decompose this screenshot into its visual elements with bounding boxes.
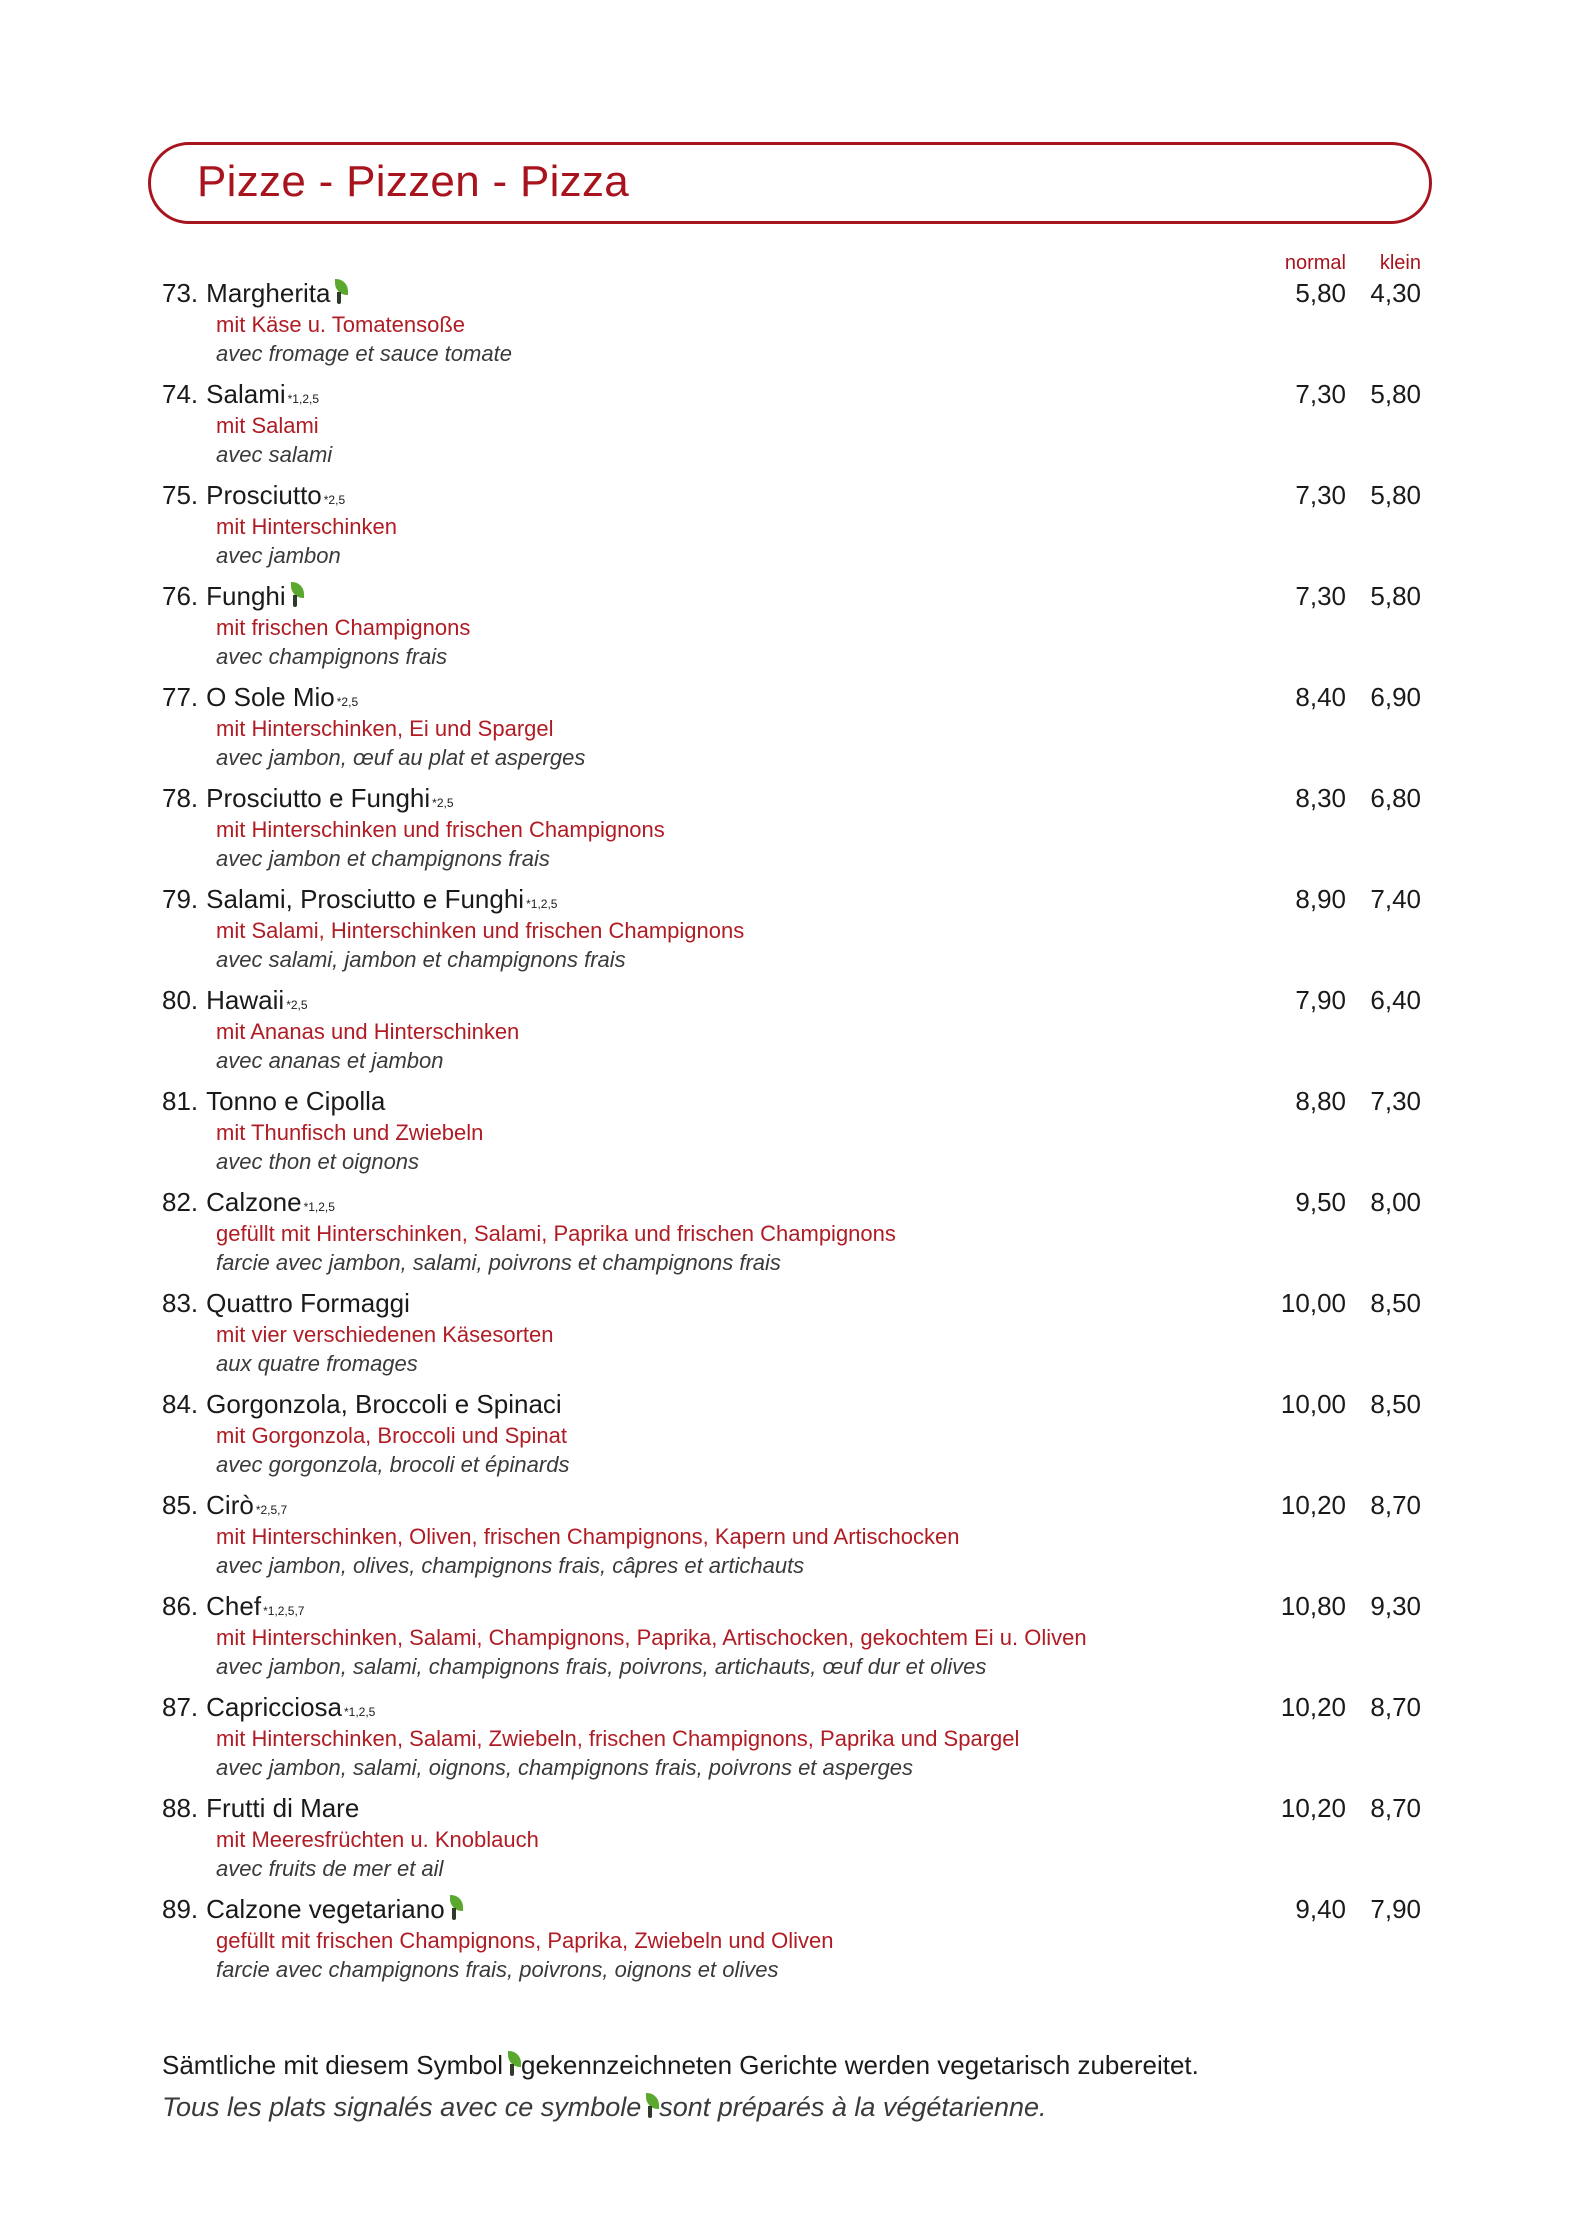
item-name: Prosciutto e Funghi — [206, 783, 431, 813]
item-allergens: *2,5,7 — [255, 1503, 288, 1517]
item-price-normal: 8,30 — [1295, 783, 1346, 813]
item-name: Salami, Prosciutto e Funghi — [206, 884, 525, 914]
item-price-small: 5,80 — [1370, 480, 1421, 510]
footer-de-after: gekennzeichneten Gerichte werden vegetarisch zubereitet. — [521, 2050, 1199, 2080]
menu-item — [0, 579, 1571, 680]
item-price-normal: 7,90 — [1295, 985, 1346, 1015]
item-description-fr: avec ananas et jambon — [216, 1048, 444, 1073]
item-price-small: 7,90 — [1370, 1894, 1421, 1924]
item-price-normal: 7,30 — [1295, 581, 1346, 611]
item-description-de: mit Salami, Hinterschinken und frischen Champignons — [216, 918, 745, 943]
item-number: 76. — [162, 581, 199, 611]
item-name: Funghi — [206, 581, 286, 611]
item-allergens: *2,5 — [432, 796, 454, 810]
item-price-small: 5,80 — [1370, 379, 1421, 409]
menu-item — [0, 1791, 1571, 1892]
item-description-fr: avec jambon, salami, oignons, champignons frais, poivrons et asperges — [216, 1755, 914, 1780]
menu-item — [0, 1488, 1571, 1589]
item-number: 84. — [162, 1389, 199, 1419]
menu-item — [0, 983, 1571, 1084]
menu-list — [0, 276, 1571, 1993]
item-description-fr: avec salami — [216, 442, 333, 467]
item-price-small: 9,30 — [1370, 1591, 1421, 1621]
item-description-de: mit Hinterschinken — [216, 514, 397, 539]
item-allergens: *1,2,5 — [287, 392, 319, 406]
item-description-fr: avec jambon, salami, champignons frais, poivrons, artichauts, œuf dur et olives — [216, 1654, 987, 1679]
menu-item — [0, 781, 1571, 882]
footer-note-de — [162, 2050, 1199, 2081]
item-allergens: *1,2,5 — [526, 897, 558, 911]
vegetarian-leaf-icon — [288, 582, 304, 608]
item-name: Cirò — [206, 1490, 254, 1520]
item-number: 80. — [162, 985, 199, 1015]
item-price-normal: 8,40 — [1295, 682, 1346, 712]
item-price-small: 8,70 — [1370, 1490, 1421, 1520]
item-name-line — [162, 1084, 385, 1118]
item-price-small: 6,80 — [1370, 783, 1421, 813]
menu-item — [0, 1185, 1571, 1286]
item-price-small: 8,70 — [1370, 1692, 1421, 1722]
item-price-normal: 9,40 — [1295, 1894, 1346, 1924]
item-number: 89. — [162, 1894, 199, 1924]
item-description-de: mit Hinterschinken, Salami, Zwiebeln, frischen Champignons, Paprika und Spargel — [216, 1726, 1020, 1751]
item-description-de: mit Hinterschinken, Oliven, frischen Champignons, Kapern und Artischocken — [216, 1524, 960, 1549]
item-name: Salami — [206, 379, 286, 409]
item-description-fr: avec jambon, olives, champignons frais, câpres et artichauts — [216, 1553, 805, 1578]
item-name-line — [162, 1892, 463, 1926]
item-number: 74. — [162, 379, 199, 409]
menu-item — [0, 1286, 1571, 1387]
item-description-fr: avec gorgonzola, brocoli et épinards — [216, 1452, 570, 1477]
item-description-fr: avec fruits de mer et ail — [216, 1856, 444, 1881]
item-description-de: mit vier verschiedenen Käsesorten — [216, 1322, 554, 1347]
footer-fr-after: sont préparés à la végétarienne. — [659, 2092, 1047, 2122]
menu-item — [0, 478, 1571, 579]
item-number: 75. — [162, 480, 199, 510]
item-price-small: 4,30 — [1370, 278, 1421, 308]
item-number: 77. — [162, 682, 199, 712]
item-name: O Sole Mio — [206, 682, 335, 712]
item-allergens: *1,2,5 — [343, 1705, 376, 1719]
item-price-normal: 10,20 — [1280, 1793, 1346, 1823]
item-allergens: *1,2,5,7 — [263, 1604, 305, 1618]
item-number: 73. — [162, 278, 199, 308]
item-price-normal: 8,90 — [1295, 884, 1346, 914]
item-price-normal: 10,20 — [1280, 1490, 1346, 1520]
footer-de-before: Sämtliche mit diesem Symbol — [162, 2050, 503, 2080]
item-description-de: mit frischen Champignons — [216, 615, 471, 640]
vegetarian-leaf-icon — [447, 1895, 463, 1921]
item-description-fr: avec jambon, œuf au plat et asperges — [216, 745, 586, 770]
item-number: 81. — [162, 1086, 199, 1116]
item-number: 85. — [162, 1490, 199, 1520]
vegetarian-leaf-icon — [332, 279, 348, 305]
footer-fr-before: Tous les plats signalés avec ce symbole — [162, 2092, 642, 2122]
item-description-fr: avec thon et oignons — [216, 1149, 420, 1174]
column-header-normal: normal — [1284, 252, 1346, 274]
menu-item — [0, 882, 1571, 983]
item-price-small: 5,80 — [1370, 581, 1421, 611]
item-name-line — [162, 1286, 410, 1320]
item-description-de: mit Meeresfrüchten u. Knoblauch — [216, 1827, 539, 1852]
item-name: Chef — [206, 1591, 262, 1621]
item-description-de: gefüllt mit frischen Champignons, Paprika, Zwiebeln und Oliven — [216, 1928, 834, 1953]
item-name-line — [162, 1387, 562, 1421]
item-allergens: *2,5 — [336, 695, 359, 709]
item-description-fr: avec salami, jambon et champignons frais — [216, 947, 626, 972]
item-name: Prosciutto — [206, 480, 322, 510]
item-description-fr: avec jambon et champignons frais — [216, 846, 550, 871]
item-price-small: 8,00 — [1370, 1187, 1421, 1217]
menu-item — [0, 1084, 1571, 1185]
item-price-small: 8,70 — [1370, 1793, 1421, 1823]
vegetarian-leaf-icon — [643, 2093, 659, 2119]
item-allergens: *2,5 — [286, 998, 308, 1012]
item-number: 82. — [162, 1187, 199, 1217]
menu-item — [0, 1387, 1571, 1488]
item-number: 87. — [162, 1692, 199, 1722]
item-description-de: mit Hinterschinken, Salami, Champignons, Paprika, Artischocken, gekochtem Ei u. Oliven — [216, 1625, 1087, 1650]
item-description-de: mit Hinterschinken und frischen Champignons — [216, 817, 665, 842]
item-price-normal: 7,30 — [1295, 480, 1346, 510]
item-price-small: 7,30 — [1370, 1086, 1421, 1116]
item-price-normal: 9,50 — [1295, 1187, 1346, 1217]
page-title: Pizze - Pizzen - Pizza — [197, 157, 630, 206]
item-description-fr: aux quatre fromages — [216, 1351, 418, 1376]
item-name: Calzone — [206, 1187, 302, 1217]
item-name: Quattro Formaggi — [206, 1288, 410, 1318]
menu-item — [0, 1589, 1571, 1690]
item-name: Capricciosa — [206, 1692, 342, 1722]
item-number: 79. — [162, 884, 199, 914]
item-description-de: mit Ananas und Hinterschinken — [216, 1019, 520, 1044]
item-price-small: 7,40 — [1370, 884, 1421, 914]
vegetarian-leaf-icon — [505, 2051, 521, 2077]
item-name: Frutti di Mare — [206, 1793, 360, 1823]
item-name-line — [162, 579, 304, 613]
item-description-de: mit Gorgonzola, Broccoli und Spinat — [216, 1423, 567, 1448]
item-price-normal: 7,30 — [1295, 379, 1346, 409]
item-allergens: *2,5 — [323, 493, 346, 507]
item-price-normal: 10,00 — [1280, 1288, 1346, 1318]
menu-item — [0, 680, 1571, 781]
item-description-fr: avec champignons frais — [216, 644, 448, 669]
item-name: Calzone vegetariano — [206, 1894, 445, 1924]
item-price-small: 6,90 — [1370, 682, 1421, 712]
column-header-klein: klein — [1379, 252, 1421, 274]
item-name-line — [162, 276, 348, 310]
footer-note-fr — [162, 2092, 1047, 2123]
item-name: Margherita — [206, 278, 331, 308]
menu-item — [0, 377, 1571, 478]
item-description-fr: avec jambon — [216, 543, 341, 568]
item-price-normal: 10,20 — [1280, 1692, 1346, 1722]
menu-item — [0, 1892, 1571, 1993]
item-price-normal: 10,00 — [1280, 1389, 1346, 1419]
item-name-line — [162, 1791, 359, 1825]
item-price-normal: 10,80 — [1280, 1591, 1346, 1621]
item-number: 88. — [162, 1793, 199, 1823]
item-price-normal: 5,80 — [1295, 278, 1346, 308]
item-name: Tonno e Cipolla — [206, 1086, 386, 1116]
item-description-fr: farcie avec champignons frais, poivrons, oignons et olives — [216, 1957, 779, 1982]
item-price-small: 8,50 — [1370, 1389, 1421, 1419]
menu-item — [0, 276, 1571, 377]
item-number: 78. — [162, 783, 199, 813]
item-description-de: mit Thunfisch und Zwiebeln — [216, 1120, 484, 1145]
item-name: Hawaii — [206, 985, 285, 1015]
item-price-normal: 8,80 — [1295, 1086, 1346, 1116]
item-price-small: 6,40 — [1370, 985, 1421, 1015]
item-name: Gorgonzola, Broccoli e Spinaci — [206, 1389, 562, 1419]
item-number: 83. — [162, 1288, 199, 1318]
item-description-fr: avec fromage et sauce tomate — [216, 341, 512, 366]
menu-item — [0, 1690, 1571, 1791]
item-allergens: *1,2,5 — [303, 1200, 335, 1214]
section-header — [148, 142, 1432, 224]
item-description-de: mit Salami — [216, 413, 319, 438]
item-description-de: gefüllt mit Hinterschinken, Salami, Paprika und frischen Champignons — [216, 1221, 896, 1246]
item-description-fr: farcie avec jambon, salami, poivrons et champignons frais — [216, 1250, 781, 1275]
item-price-small: 8,50 — [1370, 1288, 1421, 1318]
item-number: 86. — [162, 1591, 199, 1621]
item-description-de: mit Hinterschinken, Ei und Spargel — [216, 716, 554, 741]
item-description-de: mit Käse u. Tomatensoße — [216, 312, 466, 337]
